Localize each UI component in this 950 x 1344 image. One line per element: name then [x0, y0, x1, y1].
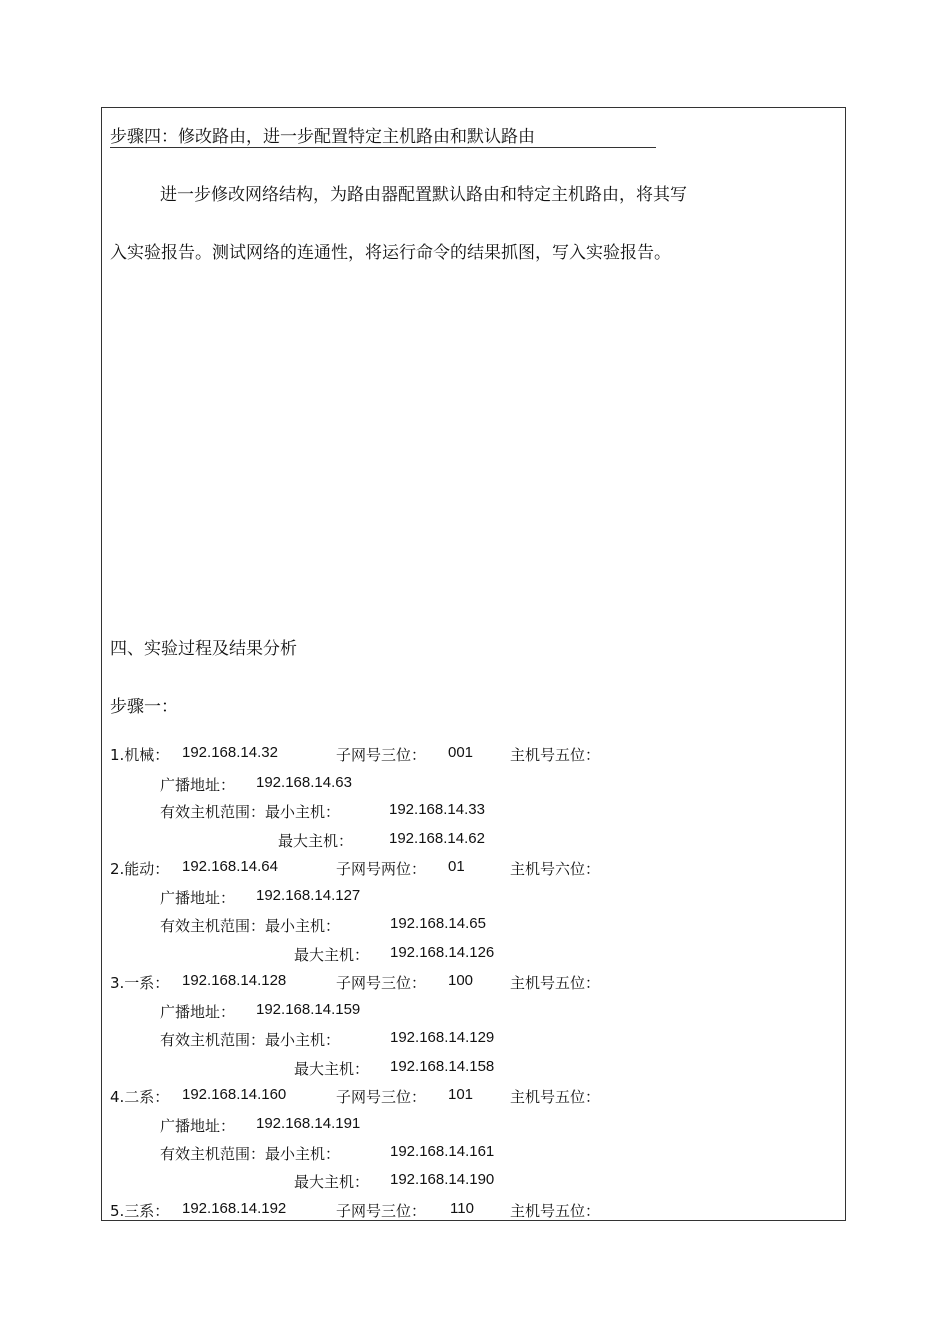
host-bits-label: 主机号五位： — [510, 746, 601, 764]
max-host-label: 最大主机： — [294, 1060, 370, 1078]
subnet-bits: 101 — [448, 1086, 474, 1103]
host-range-label: 有效主机范围：最小主机： — [160, 803, 341, 821]
step1-title: 步骤一： — [110, 697, 178, 717]
broadcast-label: 广播地址： — [160, 1003, 236, 1021]
subnet-bits-label: 子网号两位： — [336, 860, 427, 878]
step4-paragraph-line2: 入实验报告。测试网络的连通性，将运行命令的结果抓图，写入实验报告。 — [110, 243, 671, 263]
subnet-bits: 01 — [448, 858, 465, 875]
host-range-label: 有效主机范围：最小主机： — [160, 917, 341, 935]
host-bits-label: 主机号六位： — [510, 860, 601, 878]
section4-title: 四、实验过程及结果分析 — [110, 639, 297, 659]
broadcast-label: 广播地址： — [160, 776, 236, 794]
subnet-network: 192.168.14.64 — [182, 858, 278, 875]
broadcast-address: 192.168.14.159 — [256, 1001, 361, 1018]
subnet-network: 192.168.14.192 — [182, 1200, 287, 1217]
subnet-name: 3.一系： — [110, 974, 170, 992]
host-bits-label: 主机号五位： — [510, 1202, 601, 1220]
broadcast-address: 192.168.14.191 — [256, 1115, 361, 1132]
subnet-network: 192.168.14.160 — [182, 1086, 287, 1103]
subnet-name: 2.能动： — [110, 860, 170, 878]
broadcast-label: 广播地址： — [160, 1117, 236, 1135]
host-range-label: 有效主机范围：最小主机： — [160, 1145, 341, 1163]
subnet-name: 4.二系： — [110, 1088, 170, 1106]
subnet-bits-label: 子网号三位： — [336, 1088, 427, 1106]
min-host: 192.168.14.33 — [389, 801, 485, 818]
host-bits-label: 主机号五位： — [510, 974, 601, 992]
max-host-label: 最大主机： — [294, 1173, 370, 1191]
step4-underline — [110, 147, 656, 148]
max-host: 192.168.14.190 — [390, 1171, 495, 1188]
max-host: 192.168.14.126 — [390, 944, 495, 961]
host-bits-label: 主机号五位： — [510, 1088, 601, 1106]
subnet-bits-label: 子网号三位： — [336, 746, 427, 764]
subnet-bits: 001 — [448, 744, 474, 761]
min-host: 192.168.14.65 — [390, 915, 486, 932]
max-host-label: 最大主机： — [294, 946, 370, 964]
subnet-name: 5.三系： — [110, 1202, 170, 1220]
subnet-network: 192.168.14.32 — [182, 744, 278, 761]
subnet-network: 192.168.14.128 — [182, 972, 287, 989]
report-frame — [101, 107, 846, 1221]
subnet-bits: 100 — [448, 972, 474, 989]
max-host: 192.168.14.62 — [389, 830, 485, 847]
host-range-label: 有效主机范围：最小主机： — [160, 1031, 341, 1049]
subnet-bits-label: 子网号三位： — [336, 1202, 427, 1220]
subnet-bits: 110 — [450, 1200, 474, 1217]
max-host: 192.168.14.158 — [390, 1058, 495, 1075]
step4-paragraph-line1: 进一步修改网络结构，为路由器配置默认路由和特定主机路由，将其写 — [160, 185, 687, 205]
min-host: 192.168.14.161 — [390, 1143, 495, 1160]
subnet-bits-label: 子网号三位： — [336, 974, 427, 992]
min-host: 192.168.14.129 — [390, 1029, 495, 1046]
broadcast-address: 192.168.14.127 — [256, 887, 361, 904]
subnet-name: 1.机械： — [110, 746, 170, 764]
max-host-label: 最大主机： — [278, 832, 354, 850]
broadcast-address: 192.168.14.63 — [256, 774, 352, 791]
step4-title: 步骤四：修改路由，进一步配置特定主机路由和默认路由 — [110, 127, 535, 147]
broadcast-label: 广播地址： — [160, 889, 236, 907]
